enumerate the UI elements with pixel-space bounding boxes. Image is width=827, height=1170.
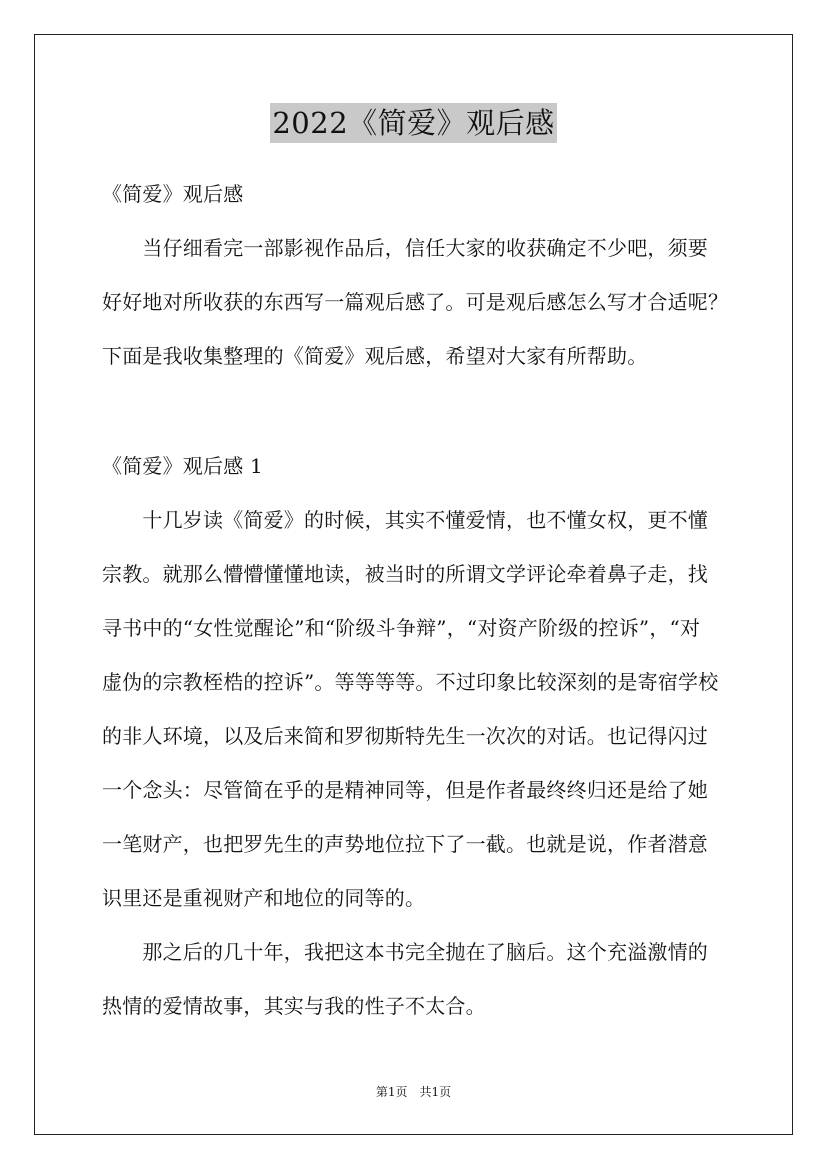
paragraph-line: 虚伪的宗教桎梏的控诉”。等等等等。不过印象比较深刻的是寄宿学校 [102,670,719,694]
paragraph-line: 识里还是重视财产和地位的同等的。 [102,886,426,910]
section-heading-1: 《简爱》观后感 1 [102,454,263,478]
paragraph-line: 十几岁读《简爱》的时候，其实不懂爱情，也不懂女权，更不懂 [102,508,708,532]
paragraph-line: 那之后的几十年，我把这本书完全抛在了脑后。这个充溢激情的 [102,940,708,964]
paragraph-line: 的非人环境，以及后来简和罗彻斯特先生一次次的对话。也记得闪过 [102,724,708,748]
paragraph-line: 寻书中的“女性觉醒论”和“阶级斗争辩”，“对资产阶级的控诉”，“对 [102,616,701,640]
paragraph-line: 当仔细看完一部影视作品后，信任大家的收获确定不少吧，须要 [102,236,708,260]
paragraph-line: 下面是我收集整理的《简爱》观后感，希望对大家有所帮助。 [102,344,648,368]
section-heading-intro: 《简爱》观后感 [102,182,244,206]
paragraph-line: 热情的爱情故事，其实与我的性子不太合。 [102,994,486,1018]
paragraph-line: 宗教。就那么懵懵懂懂地读，被当时的所谓文学评论牵着鼻子走，找 [102,562,708,586]
paragraph-line: 一个念头：尽管简在乎的是精神同等，但是作者最终终归还是给了她 [102,778,708,802]
page-footer: 第1页 共1页 [375,1085,452,1099]
paragraph-line: 好好地对所收获的东西写一篇观后感了。可是观后感怎么写才合适呢？ [102,290,729,314]
document-title: 2022《简爱》观后感 [270,103,556,143]
paragraph-line: 一笔财产，也把罗先生的声势地位拉下了一截。也就是说，作者潜意 [102,832,708,856]
